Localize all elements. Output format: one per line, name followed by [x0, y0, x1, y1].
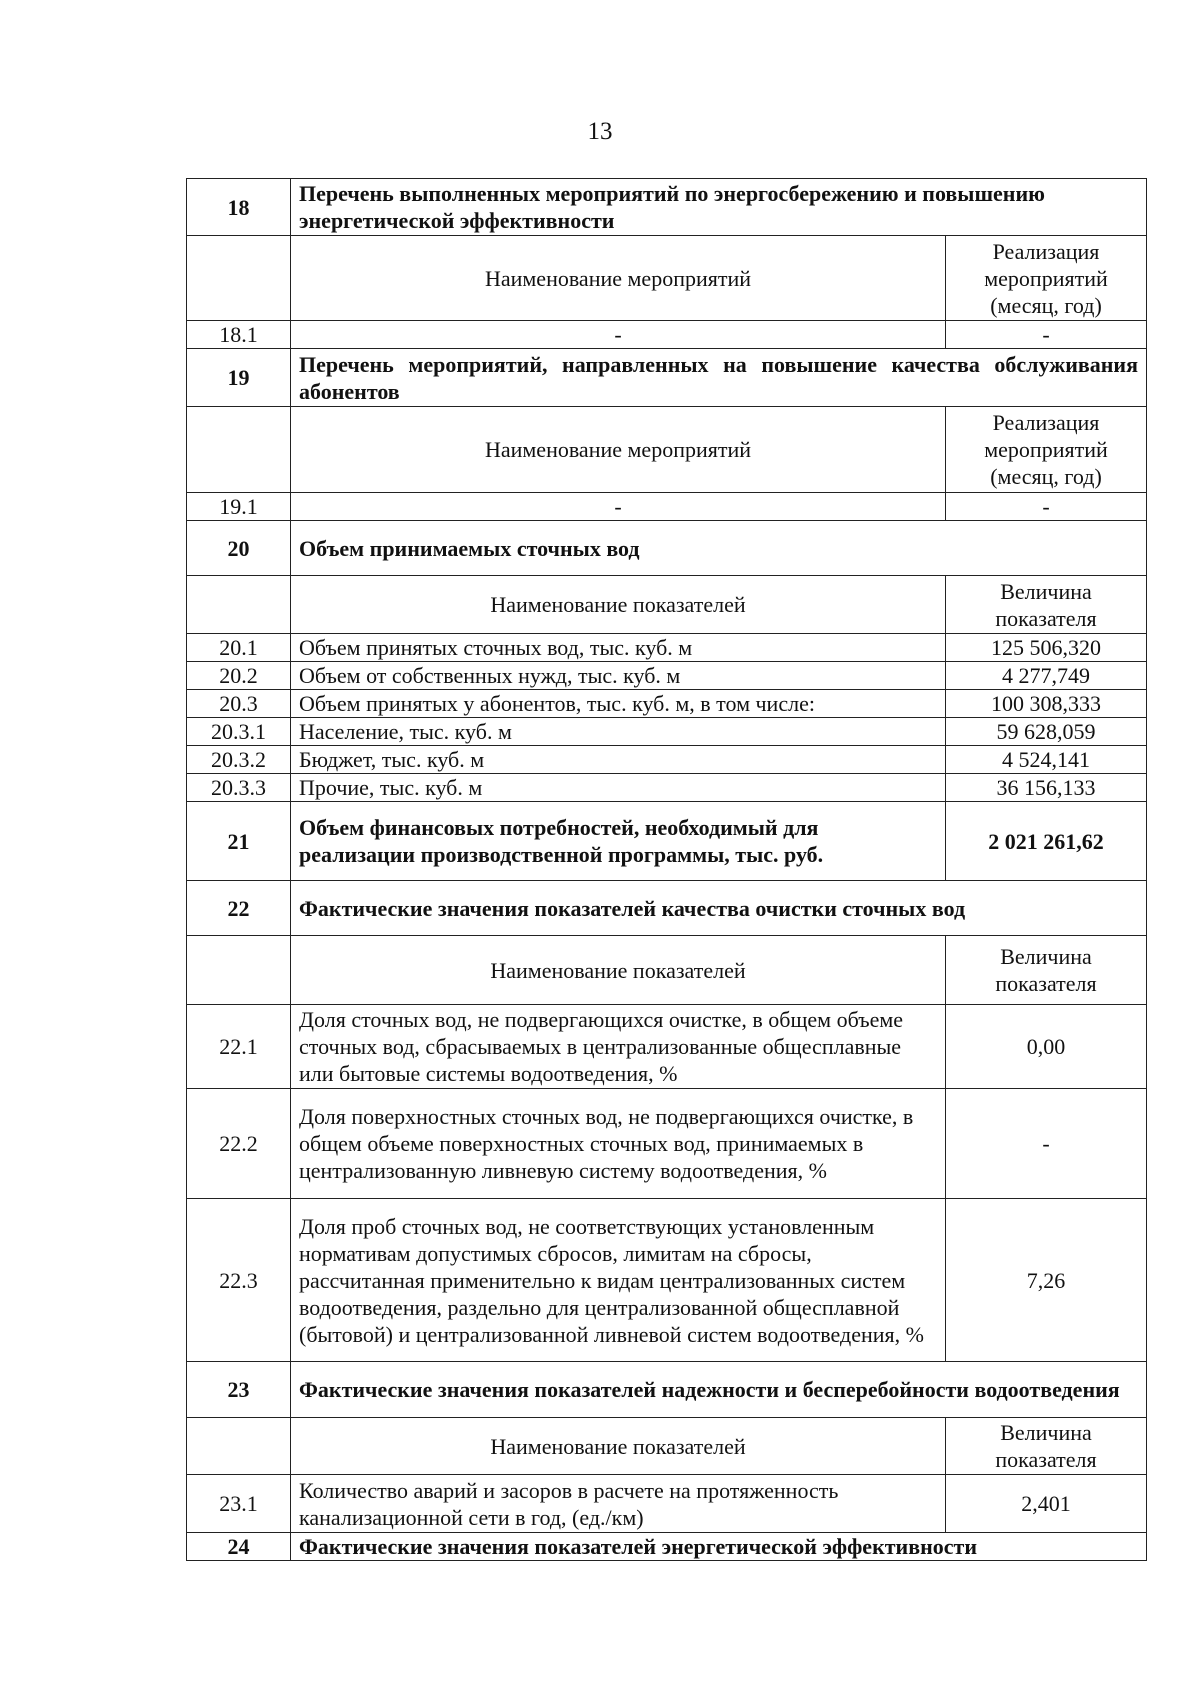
row-name: Бюджет, тыс. куб. м: [291, 746, 946, 774]
column-header-name: Наименование показателей: [291, 576, 946, 634]
section-title: Фактические значения показателей энергетической эффективности: [291, 1533, 1147, 1561]
table-row: [187, 774, 1147, 802]
table-row: [187, 493, 1147, 521]
column-header-value: Величина показателя: [946, 936, 1147, 1005]
row-value: 100 308,333: [946, 690, 1147, 718]
row-value: 4 524,141: [946, 746, 1147, 774]
row-value: -: [946, 1089, 1147, 1199]
row-number: 20.3.1: [187, 718, 291, 746]
row-value: 125 506,320: [946, 634, 1147, 662]
row-number: 22.1: [187, 1005, 291, 1089]
section-20-header: [187, 576, 1147, 634]
section-title: Объем принимаемых сточных вод: [291, 521, 1147, 576]
row-value: 2,401: [946, 1475, 1147, 1533]
row-value: 7,26: [946, 1199, 1147, 1362]
column-header-name: Наименование мероприятий: [291, 236, 946, 321]
row-number: 20.1: [187, 634, 291, 662]
row-value: 59 628,059: [946, 718, 1147, 746]
section-22-header: [187, 936, 1147, 1005]
row-number: 23.1: [187, 1475, 291, 1533]
table-row: [187, 1005, 1147, 1089]
row-value: -: [946, 493, 1147, 521]
table-row: [187, 746, 1147, 774]
section-21-row: [187, 802, 1147, 881]
section-title: Перечень выполненных мероприятий по энергосбережению и повышению энергетической эффективности: [291, 179, 1147, 236]
column-header-value: Величина показателя: [946, 576, 1147, 634]
section-23-header: [187, 1418, 1147, 1475]
section-22-row: [187, 881, 1147, 936]
section-18-header: [187, 236, 1147, 321]
section-19-header: [187, 407, 1147, 493]
section-20-row: [187, 521, 1147, 576]
section-24-row: [187, 1533, 1147, 1561]
section-19-row: [187, 349, 1147, 407]
row-name: Доля сточных вод, не подвергающихся очистке, в общем объеме сточных вод, сбрасываемых в централизованные общесплавные или бытовые системы водоотведения, %: [291, 1005, 946, 1089]
section-title: Объем финансовых потребностей, необходимый для реализации производственной программы, тыс. руб.: [291, 802, 946, 881]
table-row: [187, 321, 1147, 349]
section-18-row: [187, 179, 1147, 236]
column-header-value: Величина показателя: [946, 1418, 1147, 1475]
row-number: 19.1: [187, 493, 291, 521]
table-row: [187, 1089, 1147, 1199]
column-header-value: Реализация мероприятий (месяц, год): [946, 407, 1147, 493]
row-name: Объем принятых у абонентов, тыс. куб. м, в том числе:: [291, 690, 946, 718]
section-number: 20: [187, 521, 291, 576]
column-header-value: Реализация мероприятий (месяц, год): [946, 236, 1147, 321]
indicators-table: [186, 178, 1147, 1561]
table-row: [187, 718, 1147, 746]
row-name: Объем принятых сточных вод, тыс. куб. м: [291, 634, 946, 662]
table-row: [187, 1475, 1147, 1533]
row-name: Доля поверхностных сточных вод, не подвергающихся очистке, в общем объеме поверхностных сточных вод, принимаемых в централизованную ливневую систему водоотведения, %: [291, 1089, 946, 1199]
table-row: [187, 662, 1147, 690]
section-number: 23: [187, 1362, 291, 1418]
column-header-name: Наименование показателей: [291, 1418, 946, 1475]
table-row: [187, 634, 1147, 662]
row-name: Доля проб сточных вод, не соответствующих установленным нормативам допустимых сбросов, лимитам на сбросы, рассчитанная применительно к видам централизованных систем водоотведения, раздельно для централизованной общесплавной (бытовой) и централизованной ливневой систем водоотведения, %: [291, 1199, 946, 1362]
page-number: 13: [587, 118, 613, 145]
row-value: 4 277,749: [946, 662, 1147, 690]
row-number: 20.3: [187, 690, 291, 718]
row-number: 18.1: [187, 321, 291, 349]
row-name: Население, тыс. куб. м: [291, 718, 946, 746]
section-title: Фактические значения показателей надежности и бесперебойности водоотведения: [291, 1362, 1147, 1418]
row-number: 20.3.3: [187, 774, 291, 802]
table-row: [187, 1199, 1147, 1362]
section-number: 22: [187, 881, 291, 936]
table-row: [187, 690, 1147, 718]
section-number: 19: [187, 349, 291, 407]
financial-needs-value: 2 021 261,62: [946, 802, 1147, 881]
row-number: 20.3.2: [187, 746, 291, 774]
row-name: Объем от собственных нужд, тыс. куб. м: [291, 662, 946, 690]
row-name: -: [291, 493, 946, 521]
row-number: 20.2: [187, 662, 291, 690]
row-value: 36 156,133: [946, 774, 1147, 802]
column-header-name: Наименование показателей: [291, 936, 946, 1005]
row-value: 0,00: [946, 1005, 1147, 1089]
row-name: Количество аварий и засоров в расчете на протяженность канализационной сети в год, (ед./км): [291, 1475, 946, 1533]
section-number: 18: [187, 179, 291, 236]
row-name: Прочие, тыс. куб. м: [291, 774, 946, 802]
section-number: 24: [187, 1533, 291, 1561]
row-name: -: [291, 321, 946, 349]
row-number: 22.2: [187, 1089, 291, 1199]
section-title: Перечень мероприятий, направленных на повышение качества обслуживания абонентов: [291, 349, 1147, 407]
section-number: 21: [187, 802, 291, 881]
column-header-name: Наименование мероприятий: [291, 407, 946, 493]
row-value: -: [946, 321, 1147, 349]
row-number: 22.3: [187, 1199, 291, 1362]
section-title: Фактические значения показателей качества очистки сточных вод: [291, 881, 1147, 936]
section-23-row: [187, 1362, 1147, 1418]
